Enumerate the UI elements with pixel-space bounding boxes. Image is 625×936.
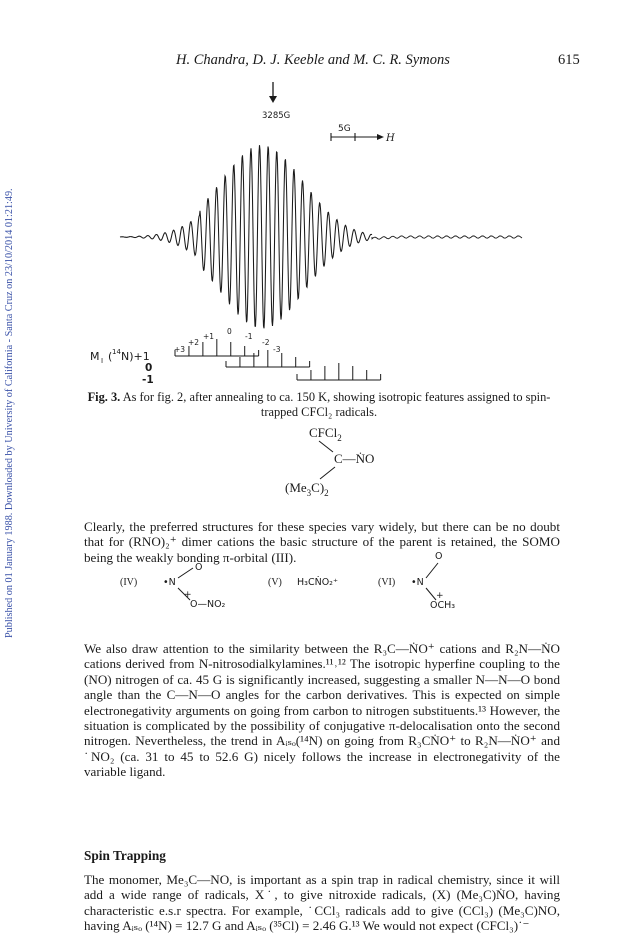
stick-label: -1 bbox=[245, 332, 253, 341]
structure-iv-plus: + bbox=[184, 590, 192, 600]
stick-label: +1 bbox=[203, 332, 215, 341]
mi-label: M bbox=[90, 350, 100, 363]
structure-bottom-group: $(Me_3C)_2$ bbox=[285, 480, 329, 498]
stick-label: -2 bbox=[262, 338, 270, 347]
structure-vi-plus: + bbox=[436, 591, 444, 601]
caption-text: As for fig. 2, after annealing to ca. 150 K, showing isotropic features assigned to spin-trapped CFCl₂ radicals. bbox=[122, 390, 551, 419]
structure-vi-o: O bbox=[435, 551, 443, 562]
structure-iv-n: •N bbox=[163, 577, 176, 588]
mi-subscript: I bbox=[101, 357, 104, 365]
structure-vi-label: (VI) bbox=[378, 577, 396, 588]
structure-top-group: CFCl$_2$ bbox=[309, 425, 342, 443]
mi-zero: 0 bbox=[145, 362, 153, 374]
stick-label: +3 bbox=[174, 345, 186, 354]
mi-minus-one: -1 bbox=[142, 374, 154, 386]
mi-paren: ( bbox=[108, 350, 113, 363]
structure-iv-label: (IV) bbox=[120, 577, 138, 588]
structure-center: C—ṄO bbox=[334, 451, 375, 466]
side-note-text: Published on 01 January 1988. Downloaded by University of California - Santa Cruz on 23/10/2014 01:21:49. bbox=[4, 188, 15, 638]
paragraph-2: We also draw attention to the similarity between the R₃C—ṄO⁺ cations and R₂N—ṄO cations derived from N-nitrosodialkylamines.¹¹˒¹² The isotropic hyperfine coupling to the (NO) nitrogen of ca. 45 G is significantly increased, suggesting a smaller N—N—O bond angle than the C—N—O angles for the carbon derivatives. This is expected on simple electronegativity arguments on going from carbon to nitrogen substituents.¹³ However, the situation is complicated by the possibility of conjugative π-delocalisation onto the second nitrogen. Nevertheless, the trend in Aᵢₛₒ(¹⁴N) on going from R₃CṄO⁺ to R₂N—ṄO⁺ and ˙NO₂ (ca. 31 to 45 to 52.6 G) nicely follows the increase in electronegativity of the variable ligand. bbox=[84, 641, 560, 780]
structure-vi-n: •N bbox=[411, 577, 424, 588]
stick-label: 0 bbox=[227, 327, 232, 336]
structure-vi-och3: OCH₃ bbox=[430, 600, 456, 611]
page-number: 615 bbox=[558, 52, 580, 68]
header-authors: H. Chandra, D. J. Keeble and M. C. R. Symons bbox=[176, 52, 450, 68]
caption-label: Fig. 3. bbox=[87, 390, 121, 404]
field-label: 3285G bbox=[262, 111, 291, 121]
stick-label: -3 bbox=[273, 345, 281, 354]
scale-label: 5G bbox=[338, 124, 351, 134]
field-axis-label: H bbox=[386, 133, 395, 144]
stick-label: +2 bbox=[188, 338, 200, 347]
paragraph-1: Clearly, the preferred structures for these species vary widely, but there can be no doubt that for (RNO)₂⁺ dimer cations the basic structure of the parent is retained, the SOMO being the weakly bonding π-orbital (III). bbox=[84, 519, 560, 565]
paragraph-3: The monomer, Me₃C—NO, is important as a spin trap in radical chemistry, since it will add a wide range of radicals, X˙, to give nitroxide radicals, (X) (Me₃C)ṄO, having characteristic e.s.r spectra. For example, ˙CCl₃ radicals add to give (CCl₃) (Me₃C)NO, having Aᵢₛₒ (¹⁴N) = 12.7 G and Aᵢₛₒ (³⁵Cl) = 2.46 G.¹³ We would not expect (CFCl₃)˙⁻ bbox=[84, 872, 560, 934]
structure-iv-o: O bbox=[195, 562, 203, 573]
structure-v-label: (V) bbox=[268, 577, 282, 588]
mi-rest: N)+1 bbox=[121, 350, 150, 363]
mi-isotope: 14 bbox=[112, 348, 121, 356]
structure-v-formula: H₃CṄO₂⁺ bbox=[297, 577, 338, 588]
section-heading: Spin Trapping bbox=[84, 848, 166, 863]
structure-iv-no2: O—NO₂ bbox=[190, 599, 226, 610]
